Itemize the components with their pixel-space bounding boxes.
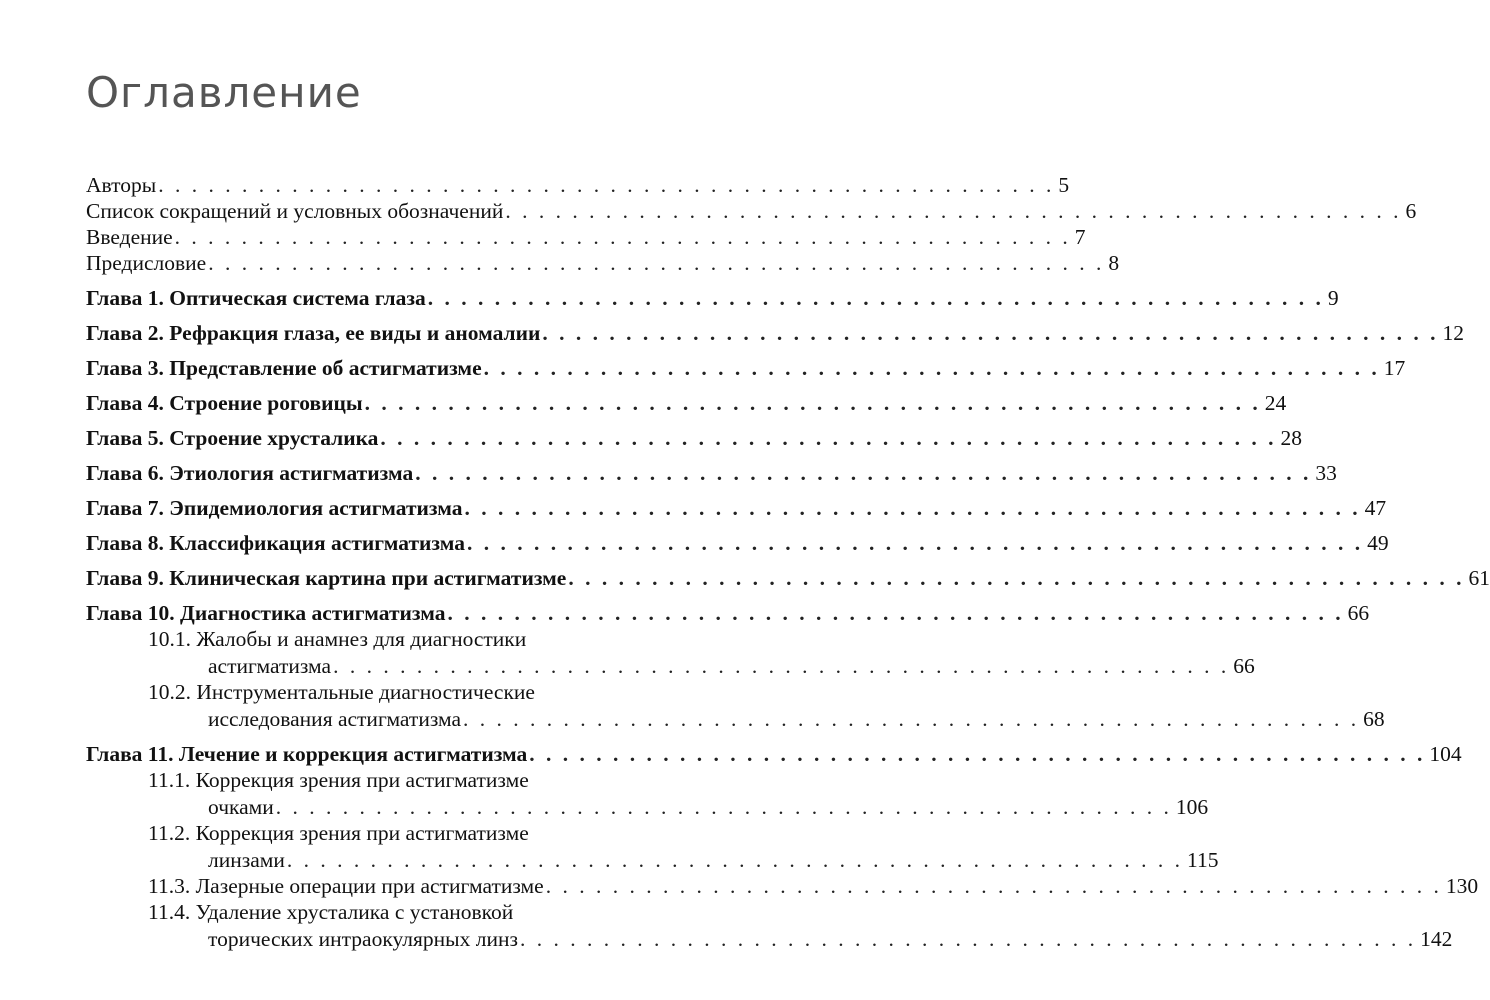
toc-section-10-2[interactable] — [86, 679, 1385, 732]
leader-dots: . . . . . . . . . . . . . . . . . . . . . . . . . . . . . . . . . . . . . . . . . . . . . . . . . . . . . . — [275, 795, 1172, 819]
toc-chapter-6[interactable] — [86, 460, 1337, 486]
toc-page-number: 115 — [1187, 848, 1219, 872]
toc-section-line2: линзами — [208, 848, 285, 872]
toc-page-number: 104 — [1429, 742, 1462, 766]
leader-dots: . . . . . . . . . . . . . . . . . . . . . . . . . . . . . . . . . . . . . . . . . . . . . . . . . . . . . . — [415, 461, 1312, 485]
toc-entry-label: Глава 7. Эпидемиология астигматизма — [86, 496, 463, 520]
toc-section-line1: 11.1. Коррекция зрения при астигматизме — [148, 768, 529, 792]
leader-dots: . . . . . . . . . . . . . . . . . . . . . . . . . . . . . . . . . . . . . . . . . . . . . . . . . . . . . . — [208, 251, 1105, 275]
toc-section-line2: исследования астигматизма — [208, 707, 462, 731]
toc-chapter-8[interactable] — [86, 530, 1389, 556]
toc-page-number: 66 — [1233, 654, 1255, 678]
toc-entry-label: Глава 8. Классификация астигматизма — [86, 531, 465, 555]
toc-page-number: 7 — [1074, 225, 1086, 249]
toc-page-number: 17 — [1383, 356, 1406, 380]
toc-entry-label: Предисловие — [86, 251, 207, 275]
leader-dots: . . . . . . . . . . . . . . . . . . . . . . . . . . . . . . . . . . . . . . . . . . . . . . . . . . . . . . — [545, 874, 1442, 898]
toc-section-line1: 11.3. Лазерные операции при астигматизме — [148, 874, 544, 898]
toc-entry-introduction[interactable] — [86, 224, 1086, 250]
toc-page-number: 6 — [1405, 199, 1417, 223]
leader-dots: . . . . . . . . . . . . . . . . . . . . . . . . . . . . . . . . . . . . . . . . . . . . . . . . . . . . . . — [464, 496, 1361, 520]
leader-dots: . . . . . . . . . . . . . . . . . . . . . . . . . . . . . . . . . . . . . . . . . . . . . . . . . . . . . . — [174, 225, 1071, 249]
toc-entry-label: Глава 9. Клиническая картина при астигматизме — [86, 566, 567, 590]
leader-dots: . . . . . . . . . . . . . . . . . . . . . . . . . . . . . . . . . . . . . . . . . . . . . . . . . . . . . . — [529, 742, 1426, 766]
toc-entry-label: Глава 1. Оптическая система глаза — [86, 286, 426, 310]
leader-dots: . . . . . . . . . . . . . . . . . . . . . . . . . . . . . . . . . . . . . . . . . . . . . . . . . . . . . . — [447, 601, 1344, 625]
leader-dots: . . . . . . . . . . . . . . . . . . . . . . . . . . . . . . . . . . . . . . . . . . . . . . . . . . . . . . — [463, 707, 1360, 731]
toc-page-number: 47 — [1364, 496, 1387, 520]
toc-section-line2: очками — [208, 795, 274, 819]
leader-dots: . . . . . . . . . . . . . . . . . . . . . . . . . . . . . . . . . . . . . . . . . . . . . . . . . . . . . . — [466, 531, 1364, 555]
toc-entry-label: Глава 5. Строение хрусталика — [86, 426, 379, 450]
toc-section-line1: 10.1. Жалобы и анамнез для диагностики — [148, 627, 527, 651]
leader-dots: . . . . . . . . . . . . . . . . . . . . . . . . . . . . . . . . . . . . . . . . . . . . . . . . . . . . . . — [286, 848, 1184, 872]
toc-page-number: 24 — [1264, 391, 1287, 415]
toc-entry-label: Введение — [86, 225, 173, 249]
toc-chapter-1[interactable] — [86, 285, 1339, 311]
toc-entry-label: Глава 4. Строение роговицы — [86, 391, 363, 415]
toc-page-number: 33 — [1315, 461, 1337, 485]
toc-section-line1: 11.2. Коррекция зрения при астигматизме — [148, 821, 529, 845]
leader-dots: . . . . . . . . . . . . . . . . . . . . . . . . . . . . . . . . . . . . . . . . . . . . . . . . . . . . . . — [519, 927, 1417, 951]
toc-page-number: 61 — [1468, 566, 1490, 590]
toc-page-number: 142 — [1420, 927, 1453, 951]
toc-chapter-9[interactable] — [86, 565, 1490, 591]
toc-page-number: 9 — [1327, 286, 1339, 310]
toc-section-line2: торических интраокулярных линз — [208, 927, 518, 951]
toc-page-number: 68 — [1363, 707, 1385, 731]
toc-page-number: 66 — [1347, 601, 1370, 625]
leader-dots: . . . . . . . . . . . . . . . . . . . . . . . . . . . . . . . . . . . . . . . . . . . . . . . . . . . . . . — [568, 566, 1465, 590]
toc-page-number: 5 — [1058, 173, 1070, 197]
page-title: Оглавление — [86, 68, 362, 117]
toc-chapter-10[interactable] — [86, 600, 1370, 626]
toc-page-number: 12 — [1442, 321, 1464, 345]
toc-chapter-2[interactable] — [86, 320, 1464, 346]
toc-entry-abbreviations[interactable] — [86, 198, 1417, 224]
toc-section-line1: 10.2. Инструментальные диагностические — [148, 680, 535, 704]
toc-chapter-5[interactable] — [86, 425, 1303, 451]
toc-section-11-3[interactable] — [86, 873, 1479, 899]
toc-entry-label: Глава 6. Этиология астигматизма — [86, 461, 414, 485]
toc-entry-label: Глава 3. Представление об астигматизме — [86, 356, 482, 380]
leader-dots: . . . . . . . . . . . . . . . . . . . . . . . . . . . . . . . . . . . . . . . . . . . . . . . . . . . . . . — [542, 321, 1439, 345]
toc-page-number: 130 — [1445, 874, 1479, 898]
toc-page-number: 28 — [1280, 426, 1303, 450]
toc-chapter-4[interactable] — [86, 390, 1287, 416]
toc-entry-label: Глава 11. Лечение и коррекция астигматизма — [86, 742, 528, 766]
toc-entry-label: Глава 2. Рефракция глаза, ее виды и аномалии — [86, 321, 541, 345]
toc-entry-label: Список сокращений и условных обозначений — [86, 199, 504, 223]
toc-section-11-2[interactable] — [86, 820, 1219, 873]
leader-dots: . . . . . . . . . . . . . . . . . . . . . . . . . . . . . . . . . . . . . . . . . . . . . . . . . . . . . . — [380, 426, 1277, 450]
toc-page-number: 8 — [1108, 251, 1120, 275]
toc-section-11-1[interactable] — [86, 767, 1209, 820]
leader-dots: . . . . . . . . . . . . . . . . . . . . . . . . . . . . . . . . . . . . . . . . . . . . . . . . . . . . . . — [158, 173, 1055, 197]
toc-section-line2: астигматизма — [208, 654, 332, 678]
toc-page-number: 106 — [1175, 795, 1209, 819]
toc-section-11-4[interactable] — [86, 899, 1453, 952]
toc-entry-authors[interactable] — [86, 172, 1070, 198]
toc-entry-preface[interactable] — [86, 250, 1120, 276]
toc-chapter-3[interactable] — [86, 355, 1406, 381]
leader-dots: . . . . . . . . . . . . . . . . . . . . . . . . . . . . . . . . . . . . . . . . . . . . . . . . . . . . . . — [505, 199, 1402, 223]
toc-chapter-7[interactable] — [86, 495, 1387, 521]
toc-section-10-1[interactable] — [86, 626, 1255, 679]
leader-dots: . . . . . . . . . . . . . . . . . . . . . . . . . . . . . . . . . . . . . . . . . . . . . . . . . . . . . . — [427, 286, 1324, 310]
toc-entry-label: Глава 10. Диагностика астигматизма — [86, 601, 446, 625]
table-of-contents — [86, 172, 1490, 952]
toc-page-number: 49 — [1367, 531, 1389, 555]
leader-dots: . . . . . . . . . . . . . . . . . . . . . . . . . . . . . . . . . . . . . . . . . . . . . . . . . . . . . . — [364, 391, 1261, 415]
toc-section-line1: 11.4. Удаление хрусталика с установкой — [148, 900, 514, 924]
toc-chapter-11[interactable] — [86, 741, 1462, 767]
leader-dots: . . . . . . . . . . . . . . . . . . . . . . . . . . . . . . . . . . . . . . . . . . . . . . . . . . . . . . — [333, 654, 1230, 678]
toc-entry-label: Авторы — [86, 173, 157, 197]
leader-dots: . . . . . . . . . . . . . . . . . . . . . . . . . . . . . . . . . . . . . . . . . . . . . . . . . . . . . . — [483, 356, 1380, 380]
